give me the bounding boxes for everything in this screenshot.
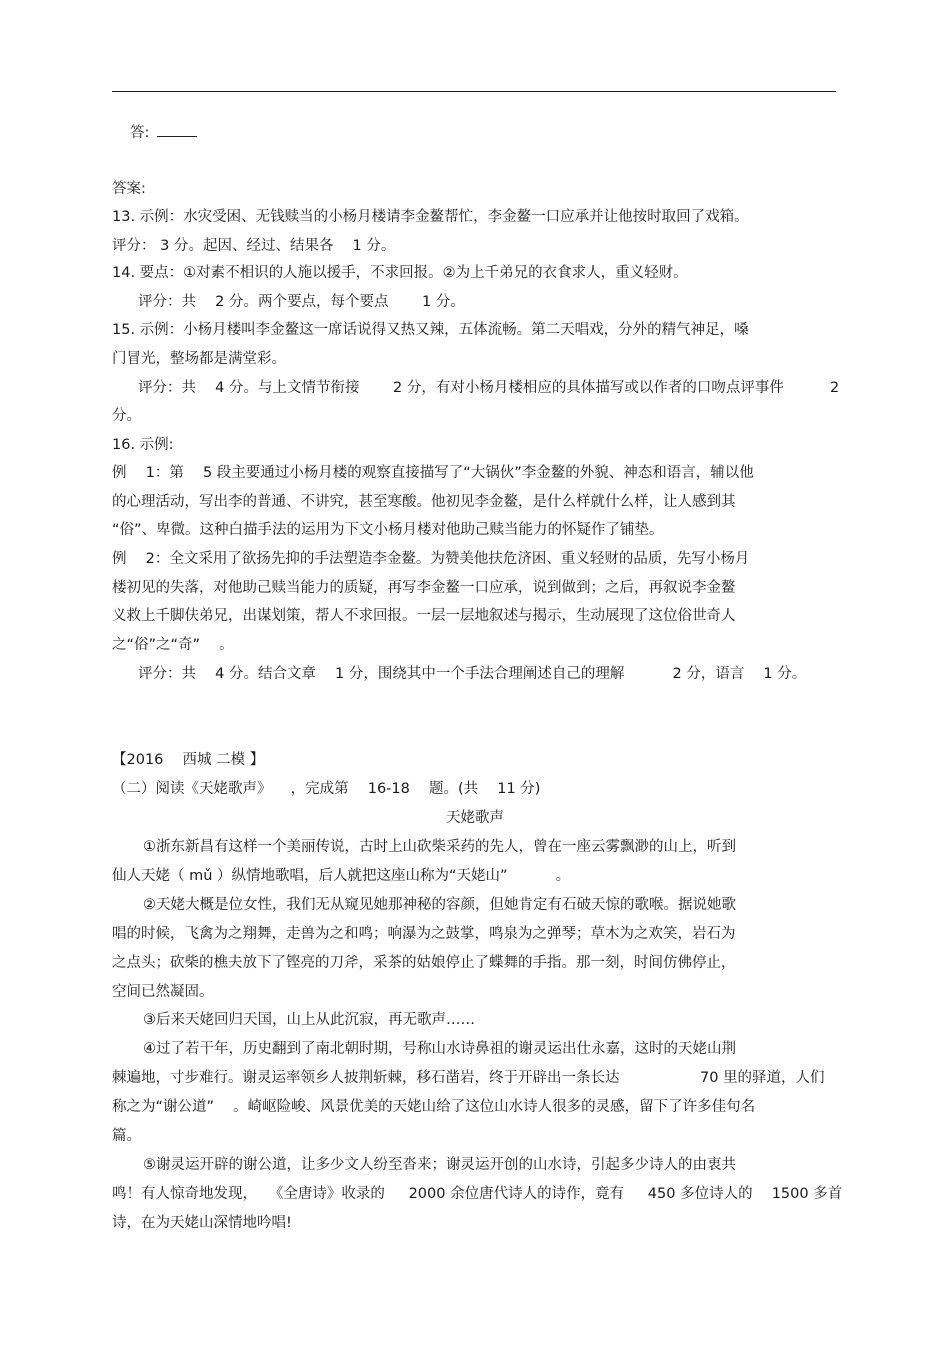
- passage-p4-line2-distance: 70 里的驿道，人们: [700, 1070, 825, 1086]
- q13-score: 评分： 3 分。起因、经过、结果各 1 分。: [112, 238, 396, 254]
- passage-p2-line4: 空间已然凝固。: [112, 984, 214, 1000]
- passage-p2-line1: ②天姥大概是位女性，我们无从窥见她那神秘的容颜，但她肯定有石破天惊的歌喉。据说她歌: [143, 897, 736, 913]
- passage-p5-line2: 鸣！有人惊奇地发现， 《全唐诗》收录的 2000 余位唐代诗人的诗作，竟有 450 多位诗人的 1500 多首: [112, 1186, 843, 1202]
- q16-example1-line2: 的心理活动，写出李的普通、不讲究，甚至寒酸。他初见李金鳌，是什么样就什么样，让人感到其: [112, 494, 736, 510]
- passage-p5-line1: ⑤谢灵运开辟的谢公道，让多少文人纷至沓来；谢灵运开创的山水诗，引起多少诗人的由衷共: [143, 1157, 736, 1173]
- q16-example2-line1: 例 2：全文采用了欲扬先抑的手法塑造李金鳌。为赞美他扶危济困、重义轻财的品质，先写小杨月: [112, 551, 750, 567]
- passage-p4-line1: ④过了若干年，历史翻到了南北朝时期，号称山水诗鼻祖的谢灵运出仕永嘉，这时的天姥山荆: [143, 1041, 736, 1057]
- passage-title: 天姥歌声: [446, 810, 504, 826]
- q15-answer-line1: 15. 示例：小杨月楼叫李金鳌这一席话说得又热又辣，五体流畅。第二天唱戏，分外的精气神足，嗓: [112, 322, 749, 338]
- passage-p4-line2: 棘遍地，寸步难行。谢灵运率领乡人披荆斩棘，移石凿岩，终于开辟出一条长达: [112, 1070, 620, 1086]
- section-instruction: （二）阅读《天姥歌声》 ，完成第 16-18 题。(共 11 分): [112, 781, 541, 797]
- passage-p2-line2: 唱的时候，飞禽为之翔舞，走兽为之和鸣；响瀑为之鼓掌，鸣泉为之弹琴；草木为之欢笑，岩石为: [112, 926, 736, 942]
- answer-prompt: 答:: [130, 125, 150, 141]
- q14-answer: 14. 要点：①对素不相识的人施以援手，不求回报。②为上千弟兄的衣食求人，重义轻财。: [112, 265, 688, 281]
- q16-example2-line4: 之“俗”之“奇” 。: [112, 637, 234, 653]
- q16-example2-line2: 楼初见的失落，对他助己赎当能力的质疑，再写李金鳌一口应承，说到做到；之后，再叙说李金鳌: [112, 580, 736, 596]
- q16-heading: 16. 示例:: [112, 437, 174, 453]
- passage-p3-line1: ③后来天姥回归天国，山上从此沉寂，再无歌声……: [143, 1012, 475, 1028]
- passage-p4-line3: 称之为“谢公道” 。崎岖险峻、风景优美的天姥山给了这位山水诗人很多的灵感，留下了许多佳句名: [112, 1099, 756, 1115]
- top-divider: [112, 91, 836, 92]
- q15-score: 评分：共 4 分。与上文情节衔接 2 分，有对小杨月楼相应的具体描写或以作者的口吻点评事件: [138, 380, 784, 396]
- passage-p1-line2: 仙人天姥（ mǔ ）纵情地歌唱，后人就把这座山称为“天姥山” 。: [112, 868, 571, 884]
- q15-score-points: 2: [830, 380, 840, 396]
- q16-example1-line1: 例 1：第 5 段主要通过小杨月楼的观察直接描写了“大锅伙”李金鳌的外貌、神态和语言，辅以他: [112, 465, 754, 481]
- q16-example2-line3: 义救上千脚伕弟兄，出谋划策，帮人不求回报。一层一层地叙述与揭示，生动展现了这位俗世奇人: [112, 608, 736, 624]
- passage-p5-line3: 诗，在为天姥山深情地吟唱!: [112, 1215, 292, 1231]
- q13-answer: 13. 示例：水灾受困、无钱赎当的小杨月楼请李金鳌帮忙，李金鳌一口应承并让他按时取回了戏箱。: [112, 209, 749, 225]
- answer-blank: [157, 122, 197, 137]
- q15-answer-line2: 门冒光，整场都是满堂彩。: [112, 351, 286, 367]
- passage-p4-line4: 篇。: [112, 1128, 141, 1144]
- q15-score-unit: 分。: [112, 408, 141, 424]
- answers-heading: 答案:: [112, 181, 146, 197]
- q14-score: 评分：共 2 分。两个要点，每个要点 1 分。: [138, 294, 465, 310]
- section-tag: 【2016 西城 二模 】: [112, 752, 265, 768]
- passage-p1-line1: ①浙东新昌有这样一个美丽传说，古时上山砍柴采药的先人，曾在一座云雾飘渺的山上，听到: [143, 839, 736, 855]
- q16-example1-line3: “俗”、卑微。这种白描手法的运用为下文小杨月楼对他助己赎当能力的怀疑作了铺垫。: [112, 522, 664, 538]
- q16-score: 评分：共 4 分。结合文章 1 分，围绕其中一个手法合理阐述自己的理解 2 分，语言 1 分。: [138, 666, 807, 682]
- answer-line: [130, 122, 197, 143]
- passage-p2-line3: 之点头；砍柴的樵夫放下了铿亮的刀斧，采茶的姑娘停止了蝶舞的手指。那一刻，时间仿佛停止，: [112, 955, 736, 971]
